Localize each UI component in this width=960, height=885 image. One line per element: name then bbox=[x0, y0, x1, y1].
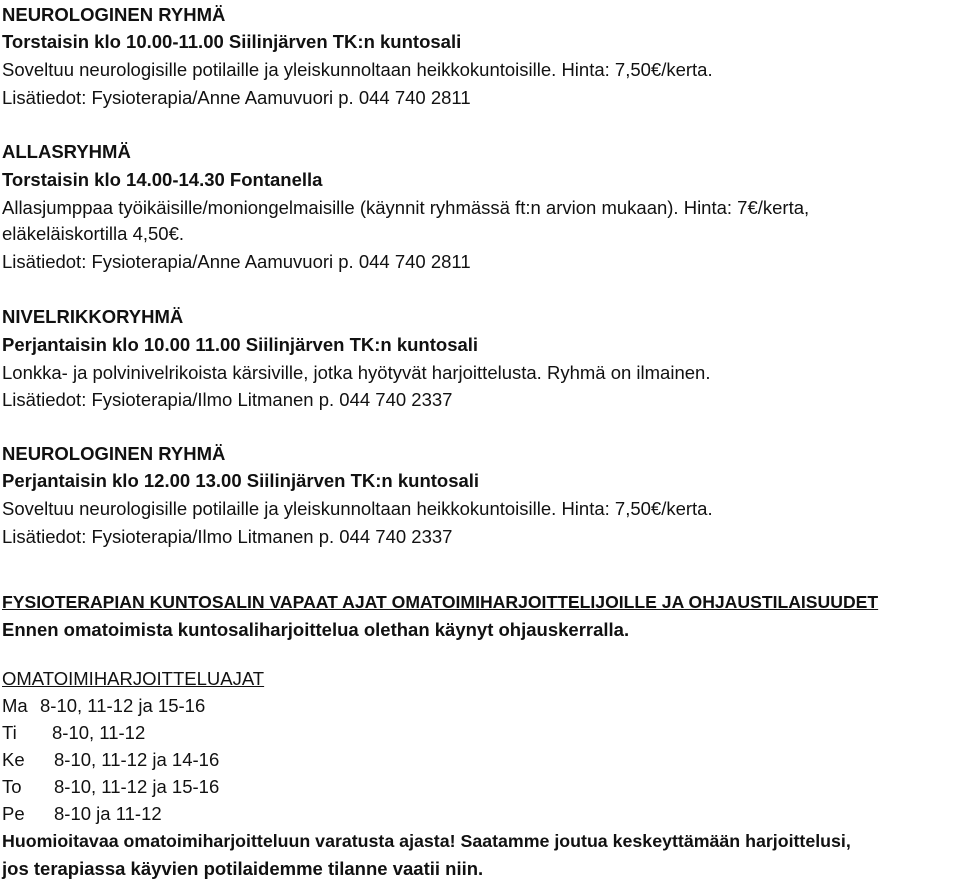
schedule-row bbox=[2, 748, 219, 772]
schedule-row bbox=[2, 775, 219, 799]
schedule-times: 8-10, 11-12 ja 15-16 bbox=[40, 695, 206, 716]
section-2-description: Allasjumppaa työikäisille/moniongelmaisille (käynnit ryhmässä ft:n arvion mukaan). Hinta: 7€/kerta, bbox=[2, 197, 810, 218]
section-2-info: Lisätiedot: Fysioterapia/Anne Aamuvuori p. 044 740 2811 bbox=[2, 251, 471, 272]
section-2-time: Torstaisin klo 14.00-14.30 Fontanella bbox=[2, 169, 323, 190]
section-1-time: Torstaisin klo 10.00-11.00 Siilinjärven TK:n kuntosali bbox=[2, 31, 462, 52]
section-1-title: NEUROLOGINEN RYHMÄ bbox=[2, 4, 226, 25]
schedule-day: Ma bbox=[2, 695, 28, 716]
schedule-heading: OMATOIMIHARJOITTELUAJAT bbox=[2, 668, 265, 689]
section-3-description: Lonkka- ja polvinivelrikoista kärsiville, jotka hyötyvät harjoittelusta. Ryhmä on ilmainen. bbox=[2, 362, 711, 383]
section-1-description: Soveltuu neurologisille potilaille ja yleiskunnoltaan heikkokuntoisille. Hinta: 7,50€/kerta. bbox=[2, 59, 713, 80]
schedule-day: Pe bbox=[2, 803, 25, 824]
section-3-title: NIVELRIKKORYHMÄ bbox=[2, 306, 184, 327]
gym-note: Ennen omatoimista kuntosaliharjoittelua olethan käynyt ohjauskerralla. bbox=[2, 619, 630, 640]
schedule-times: 8-10 ja 11-12 bbox=[54, 803, 162, 824]
schedule-times: 8-10, 11-12 ja 14-16 bbox=[54, 749, 220, 770]
section-2-title: ALLASRYHMÄ bbox=[2, 141, 131, 162]
footer-note-line-1: Huomioitavaa omatoimiharjoitteluun varatusta ajasta! Saatamme joutua keskeyttämään harjoittelusi, bbox=[2, 831, 851, 851]
schedule-row bbox=[2, 802, 162, 826]
section-3-time: Perjantaisin klo 10.00 11.00 Siilinjärven TK:n kuntosali bbox=[2, 334, 479, 355]
footer-note-line-2: jos terapiassa käyvien potilaidemme tilanne vaatii niin. bbox=[2, 858, 484, 879]
schedule-times: 8-10, 11-12 bbox=[52, 722, 146, 743]
section-4-time: Perjantaisin klo 12.00 13.00 Siilinjärven TK:n kuntosali bbox=[2, 470, 480, 491]
section-2-description-cont: eläkeläiskortilla 4,50€. bbox=[2, 223, 185, 244]
schedule-row bbox=[2, 694, 205, 718]
section-4-title: NEUROLOGINEN RYHMÄ bbox=[2, 443, 226, 464]
schedule-day: To bbox=[2, 776, 22, 797]
schedule-row bbox=[2, 721, 145, 745]
schedule-day: Ti bbox=[2, 722, 17, 743]
schedule-day: Ke bbox=[2, 749, 25, 770]
gym-heading: FYSIOTERAPIAN KUNTOSALIN VAPAAT AJAT OMATOIMIHARJOITTELIJOILLE JA OHJAUSTILAISUUDET bbox=[2, 592, 879, 612]
section-3-info: Lisätiedot: Fysioterapia/Ilmo Litmanen p. 044 740 2337 bbox=[2, 389, 453, 410]
section-4-info: Lisätiedot: Fysioterapia/Ilmo Litmanen p. 044 740 2337 bbox=[2, 526, 453, 547]
section-4-description: Soveltuu neurologisille potilaille ja yleiskunnoltaan heikkokuntoisille. Hinta: 7,50€/kerta. bbox=[2, 498, 713, 519]
section-1-info: Lisätiedot: Fysioterapia/Anne Aamuvuori p. 044 740 2811 bbox=[2, 87, 471, 108]
schedule-times: 8-10, 11-12 ja 15-16 bbox=[54, 776, 220, 797]
